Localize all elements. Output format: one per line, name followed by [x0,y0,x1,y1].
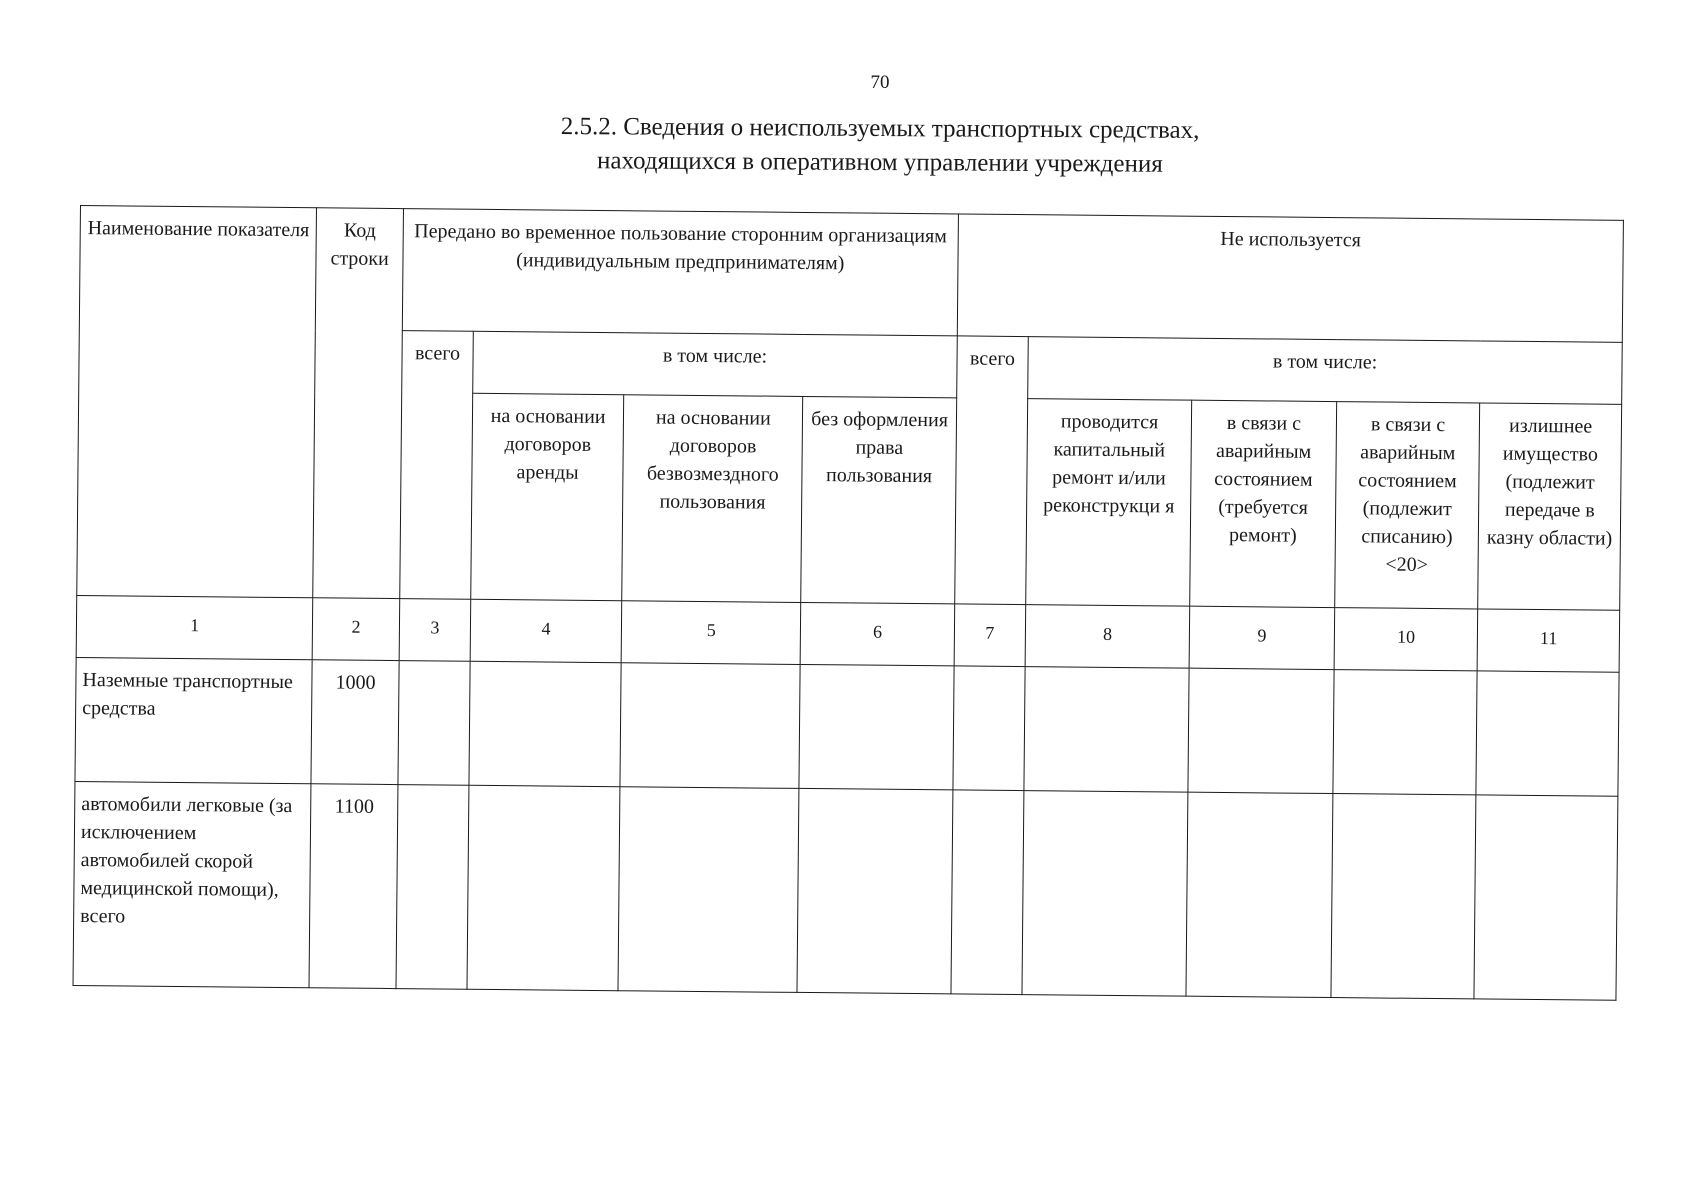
header-name: Наименование показателя [77,206,317,598]
empty-cell [1476,671,1619,796]
empty-cell [797,788,952,993]
column-number: 4 [470,599,622,662]
header-repair: проводится капитальный ремонт и/или реконструкци я [1026,399,1192,607]
column-number: 9 [1189,606,1334,669]
empty-cell [398,661,470,786]
page-number: 70 [870,72,890,93]
column-number: 11 [1477,609,1619,672]
report-table-wrapper [73,205,1624,1001]
empty-cell [469,661,621,786]
empty-cell [618,787,799,993]
empty-cell [1022,791,1188,997]
row-code: 1000 [311,660,399,785]
row-name: Наземные транспортные средства [75,657,313,783]
column-number: 3 [399,599,471,662]
empty-cell [951,790,1024,995]
header-not-used: Не используется [957,214,1623,342]
empty-cell [1474,795,1618,1000]
empty-cell [1186,792,1333,997]
empty-cell [953,666,1025,791]
empty-cell [1333,670,1478,795]
empty-cell [396,785,469,990]
header-including-transferred: в том числе: [473,331,957,398]
header-emergency-repair: в связи с аварийным состоянием (требуется ремонт) [1190,400,1337,607]
column-number: 2 [313,598,400,661]
column-number: 5 [621,601,801,665]
column-number: 8 [1025,605,1190,669]
column-number: 10 [1334,608,1478,671]
header-rent: на основании договоров аренды [471,393,624,600]
empty-cell [799,664,953,789]
header-free-use: на основании договоров безвозмездного пользования [622,395,803,603]
title-line-2: находящихся в оперативном управлении учреждения [596,147,1163,178]
header-no-paperwork: без оформления права пользования [801,396,956,603]
header-emergency-writeoff: в связи с аварийным состоянием (подлежит списанию) <20> [1335,402,1481,609]
header-including-not-used: в том числе: [1028,337,1623,405]
empty-cell [1024,667,1189,793]
table-row [73,781,1618,1000]
report-table [73,205,1624,1001]
title-line-1: 2.5.2. Сведения о неиспользуемых транспортных средствах, [560,113,1200,144]
header-code: Код строки [313,208,403,599]
row-code: 1100 [309,784,397,989]
row-name: автомобили легковые (за исключением автомобилей скорой медицинской помощи), всего [73,781,311,987]
empty-cell [467,785,620,990]
table-row [75,657,1619,796]
column-number: 1 [76,595,313,659]
empty-cell [1188,668,1334,793]
page-title [0,107,1695,186]
header-transferred: Передано во временное пользование сторонним организациям (индивидуальным предпринимателям) [402,209,958,336]
header-total-transferred: всего [400,331,474,600]
header-surplus: излишнее имущество (подлежит передаче в казну области) [1478,403,1622,610]
empty-cell [620,663,800,789]
column-number: 7 [954,604,1026,667]
column-number: 6 [801,602,955,665]
empty-cell [1331,794,1477,999]
header-total-not-used: всего [954,336,1028,605]
